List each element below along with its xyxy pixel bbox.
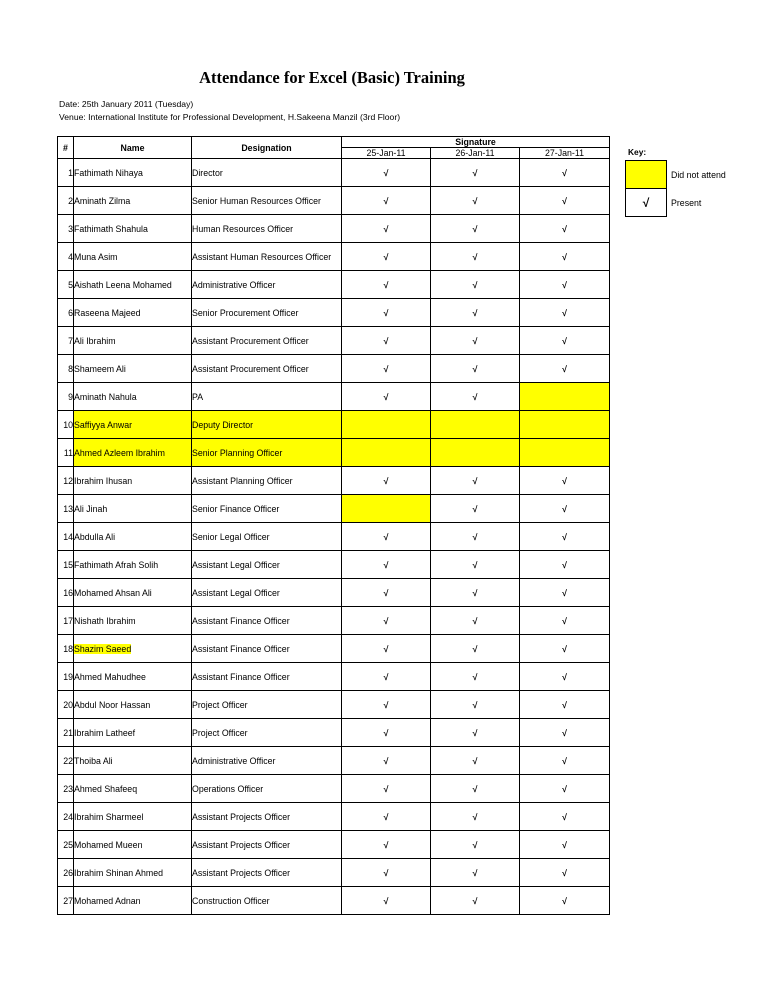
check-icon: √ [520,775,610,803]
person-name-text: Ibrahim Ihusan [74,475,133,486]
person-name-text: Fathimath Shahula [74,223,148,234]
check-icon: √ [431,243,520,271]
check-icon: √ [431,159,520,187]
table-row [58,719,610,747]
table-row [58,271,610,299]
check-icon: √ [342,691,431,719]
meeting-venue: Venue: International Institute for Professional Development, H.Sakeena Manzil (3rd Floor) [59,112,401,122]
check-icon: √ [520,579,610,607]
person-name [74,551,192,579]
designation: Assistant Finance Officer [192,635,342,663]
person-name [74,607,192,635]
header-designation: Designation [192,137,342,159]
check-icon: √ [520,327,610,355]
absent-cell [520,439,610,467]
table-row [58,551,610,579]
absent-cell [342,495,431,523]
designation: Senior Finance Officer [192,495,342,523]
designation: Construction Officer [192,887,342,915]
check-icon: √ [342,467,431,495]
designation: Assistant Procurement Officer [192,355,342,383]
person-name [74,859,192,887]
designation: Deputy Director [192,411,342,439]
check-icon: √ [520,551,610,579]
row-number: 19 [58,663,74,691]
designation: Assistant Projects Officer [192,831,342,859]
designation: Senior Legal Officer [192,523,342,551]
person-name [74,159,192,187]
person-name [74,635,192,663]
check-icon: √ [520,607,610,635]
row-number: 13 [58,495,74,523]
check-icon: √ [431,495,520,523]
row-number: 4 [58,243,74,271]
person-name [74,719,192,747]
person-name-text: Saffiyya Anwar [74,419,133,430]
row-number: 27 [58,887,74,915]
absent-swatch [626,161,667,189]
check-icon: √ [342,887,431,915]
row-number: 6 [58,299,74,327]
absent-cell [431,439,520,467]
absent-cell [342,411,431,439]
designation: Assistant Procurement Officer [192,327,342,355]
check-icon: √ [342,719,431,747]
designation: Director [192,159,342,187]
designation: Human Resources Officer [192,215,342,243]
person-name-text: Fathimath Afrah Solih [74,559,159,570]
check-icon: √ [342,243,431,271]
table-row [58,635,610,663]
check-icon: √ [342,215,431,243]
meeting-date: Date: 25th January 2011 (Tuesday) [59,99,194,109]
row-number: 20 [58,691,74,719]
person-name-text: Nishath Ibrahim [74,615,136,626]
check-icon: √ [431,887,520,915]
person-name [74,831,192,859]
check-icon: √ [520,495,610,523]
check-icon: √ [342,187,431,215]
person-name [74,775,192,803]
absent-cell [520,383,610,411]
person-name-text: Aminath Zilma [74,195,131,206]
check-icon: √ [431,635,520,663]
row-number: 21 [58,719,74,747]
check-icon: √ [342,299,431,327]
check-icon: √ [431,803,520,831]
table-row [58,859,610,887]
check-icon: √ [520,215,610,243]
check-icon: √ [342,775,431,803]
person-name [74,887,192,915]
check-icon: √ [431,327,520,355]
check-icon: √ [520,803,610,831]
designation: Project Officer [192,719,342,747]
designation: Administrative Officer [192,747,342,775]
person-name [74,523,192,551]
check-icon: √ [342,271,431,299]
person-name-text: Muna Asim [74,251,118,262]
absent-cell [431,411,520,439]
check-icon: √ [431,831,520,859]
check-icon: √ [342,663,431,691]
person-name-text: Aishath Leena Mohamed [74,279,172,290]
table-row [58,383,610,411]
person-name [74,579,192,607]
row-number: 18 [58,635,74,663]
check-icon: √ [431,355,520,383]
check-icon: √ [520,747,610,775]
check-icon: √ [520,159,610,187]
person-name [74,663,192,691]
row-number: 10 [58,411,74,439]
table-row [58,187,610,215]
check-icon: √ [520,187,610,215]
check-icon: √ [520,859,610,887]
check-icon: √ [342,327,431,355]
check-icon: √ [431,467,520,495]
check-icon: √ [342,355,431,383]
designation: Assistant Legal Officer [192,551,342,579]
person-name-text: Abdul Noor Hassan [74,699,151,710]
designation: Assistant Legal Officer [192,579,342,607]
header-date: 25-Jan-11 [342,148,431,159]
check-icon: √ [431,383,520,411]
person-name-text: Mohamed Mueen [74,839,143,850]
person-name-text: Abdulla Ali [74,531,116,542]
table-row [58,159,610,187]
row-number: 9 [58,383,74,411]
designation: PA [192,383,342,411]
table-row [58,495,610,523]
person-name [74,327,192,355]
designation: Assistant Human Resources Officer [192,243,342,271]
attendance-table [57,136,610,915]
table-row [58,439,610,467]
check-icon: √ [342,579,431,607]
row-number: 22 [58,747,74,775]
check-icon: √ [520,271,610,299]
table-row [58,299,610,327]
person-name [74,439,192,467]
table-row [58,691,610,719]
person-name-text: Thoiba Ali [74,755,113,766]
row-number: 1 [58,159,74,187]
check-icon: √ [431,859,520,887]
row-number: 17 [58,607,74,635]
designation: Operations Officer [192,775,342,803]
present-check-icon: √ [626,189,667,217]
check-icon: √ [520,635,610,663]
person-name [74,411,192,439]
person-name-text: Mohamed Ahsan Ali [74,587,152,598]
row-number: 7 [58,327,74,355]
person-name [74,803,192,831]
row-number: 8 [58,355,74,383]
table-row [58,215,610,243]
designation: Assistant Planning Officer [192,467,342,495]
check-icon: √ [520,887,610,915]
table-row [58,579,610,607]
check-icon: √ [431,607,520,635]
absent-label: Did not attend [671,169,726,180]
check-icon: √ [342,803,431,831]
designation: Administrative Officer [192,271,342,299]
check-icon: √ [520,299,610,327]
person-name-text: Shameem Ali [74,363,126,374]
table-row [58,411,610,439]
designation: Assistant Finance Officer [192,663,342,691]
person-name-text: Ahmed Azleem Ibrahim [74,447,165,458]
person-name [74,243,192,271]
table-row [58,775,610,803]
person-name-text: Raseena Majeed [74,307,141,318]
row-number: 16 [58,579,74,607]
designation: Assistant Finance Officer [192,607,342,635]
table-row [58,355,610,383]
row-number: 12 [58,467,74,495]
designation: Project Officer [192,691,342,719]
designation: Senior Planning Officer [192,439,342,467]
table-row [58,887,610,915]
person-name-text: Ali Ibrahim [74,335,116,346]
person-name-text: Ibrahim Sharmeel [74,811,144,822]
person-name-text: Ibrahim Shinan Ahmed [74,867,163,878]
check-icon: √ [342,635,431,663]
person-name-text: Fathimath Nihaya [74,167,143,178]
present-label: Present [671,197,702,208]
absent-cell [520,411,610,439]
row-number: 5 [58,271,74,299]
row-number: 26 [58,859,74,887]
person-name [74,383,192,411]
check-icon: √ [520,691,610,719]
table-row [58,243,610,271]
header-date: 27-Jan-11 [520,148,610,159]
header-number: # [58,137,74,159]
page-title: Attendance for Excel (Basic) Training [199,68,465,87]
person-name [74,271,192,299]
check-icon: √ [520,719,610,747]
table-row [58,663,610,691]
person-name [74,467,192,495]
row-number: 11 [58,439,74,467]
table-row [58,607,610,635]
check-icon: √ [520,523,610,551]
table-row [58,467,610,495]
check-icon: √ [431,523,520,551]
check-icon: √ [520,355,610,383]
person-name-text: Ahmed Mahudhee [74,671,146,682]
row-number: 15 [58,551,74,579]
person-name [74,355,192,383]
check-icon: √ [431,551,520,579]
header-name: Name [74,137,192,159]
absent-cell [342,439,431,467]
person-name-text: Aminath Nahula [74,391,137,402]
designation: Assistant Projects Officer [192,803,342,831]
check-icon: √ [342,747,431,775]
person-name [74,495,192,523]
check-icon: √ [342,607,431,635]
person-name-text: Ibrahim Latheef [74,727,136,738]
check-icon: √ [342,831,431,859]
designation: Senior Human Resources Officer [192,187,342,215]
check-icon: √ [342,859,431,887]
person-name [74,691,192,719]
table-row [58,803,610,831]
row-number: 3 [58,215,74,243]
check-icon: √ [431,579,520,607]
header-signature: Signature [342,137,610,148]
row-number: 23 [58,775,74,803]
person-name-text: Mohamed Adnan [74,895,141,906]
check-icon: √ [520,467,610,495]
check-icon: √ [342,383,431,411]
check-icon: √ [520,243,610,271]
table-row [58,831,610,859]
check-icon: √ [431,719,520,747]
person-name [74,215,192,243]
person-name [74,747,192,775]
check-icon: √ [520,663,610,691]
check-icon: √ [342,551,431,579]
person-name [74,299,192,327]
designation: Senior Procurement Officer [192,299,342,327]
person-name [74,187,192,215]
check-icon: √ [431,775,520,803]
table-row [58,327,610,355]
row-number: 2 [58,187,74,215]
check-icon: √ [342,159,431,187]
person-name-text: Ahmed Shafeeq [74,783,138,794]
check-icon: √ [431,215,520,243]
check-icon: √ [431,299,520,327]
check-icon: √ [520,831,610,859]
key-legend [625,160,737,217]
check-icon: √ [431,691,520,719]
row-number: 24 [58,803,74,831]
check-icon: √ [431,187,520,215]
check-icon: √ [431,747,520,775]
table-row [58,523,610,551]
key-label: Key: [628,147,647,157]
header-date: 26-Jan-11 [431,148,520,159]
person-name-text: Shazim Saeed [74,643,132,654]
check-icon: √ [431,271,520,299]
row-number: 14 [58,523,74,551]
table-row [58,747,610,775]
designation: Assistant Projects Officer [192,859,342,887]
person-name-text: Ali Jinah [74,503,108,514]
check-icon: √ [342,523,431,551]
row-number: 25 [58,831,74,859]
check-icon: √ [431,663,520,691]
